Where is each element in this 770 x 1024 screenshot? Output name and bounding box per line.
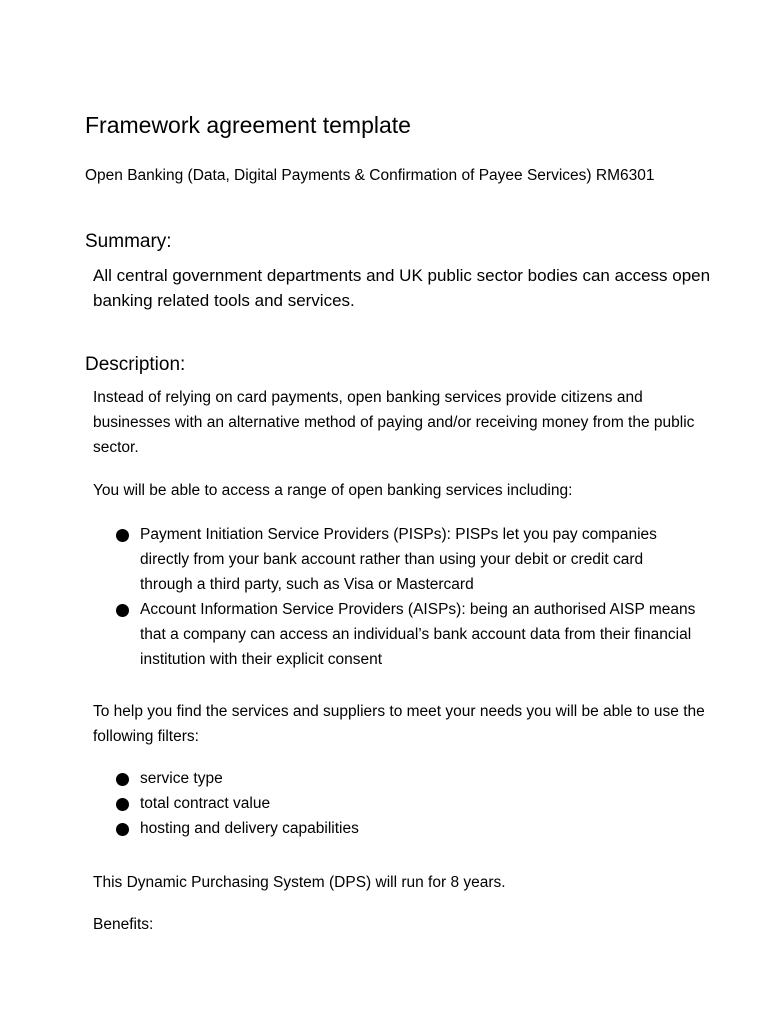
description-paragraph-4: This Dynamic Purchasing System (DPS) will run for 8 years. — [93, 874, 506, 891]
list-item — [116, 791, 696, 816]
bullet-icon — [116, 604, 129, 617]
list-item — [116, 597, 696, 672]
list-item-text: Account Information Service Providers (AISPs): being an authorised AISP means that a company can access an individual’s bank account data from their financial institution with their explicit consent — [140, 601, 696, 668]
summary-text: All central government departments and UK public sector bodies can access open banking related tools and services. — [93, 266, 711, 310]
bullet-icon — [116, 773, 129, 786]
benefits-label: Benefits: — [93, 916, 154, 933]
list-item — [116, 766, 696, 791]
description-paragraph-2: You will be able to access a range of open banking services including: — [93, 482, 573, 499]
list-item-text: hosting and delivery capabilities — [140, 820, 359, 837]
bullet-icon — [116, 529, 129, 542]
list-item-text: Payment Initiation Service Providers (PISPs): PISPs let you pay companies directly from your bank account rather than using your debit or credit card through a third party, such as Visa or Mastercard — [140, 526, 657, 593]
description-paragraph-3: To help you find the services and suppliers to meet your needs you will be able to use the following filters: — [93, 703, 705, 745]
summary-heading: Summary: — [85, 231, 172, 252]
filters-list — [116, 766, 696, 841]
list-item-text: service type — [140, 770, 223, 787]
bullet-icon — [116, 823, 129, 836]
page-title: Framework agreement template — [85, 112, 411, 138]
list-item — [116, 816, 696, 841]
description-heading: Description: — [85, 354, 186, 375]
framework-subtitle: Open Banking (Data, Digital Payments & Confirmation of Payee Services) RM6301 — [85, 167, 655, 184]
bullet-icon — [116, 798, 129, 811]
description-paragraph-1: Instead of relying on card payments, open banking services provide citizens and businesses with an alternative method of paying and/or receiving money from the public sector. — [93, 389, 695, 456]
list-item — [116, 522, 696, 597]
services-list — [116, 522, 696, 672]
list-item-text: total contract value — [140, 795, 271, 812]
